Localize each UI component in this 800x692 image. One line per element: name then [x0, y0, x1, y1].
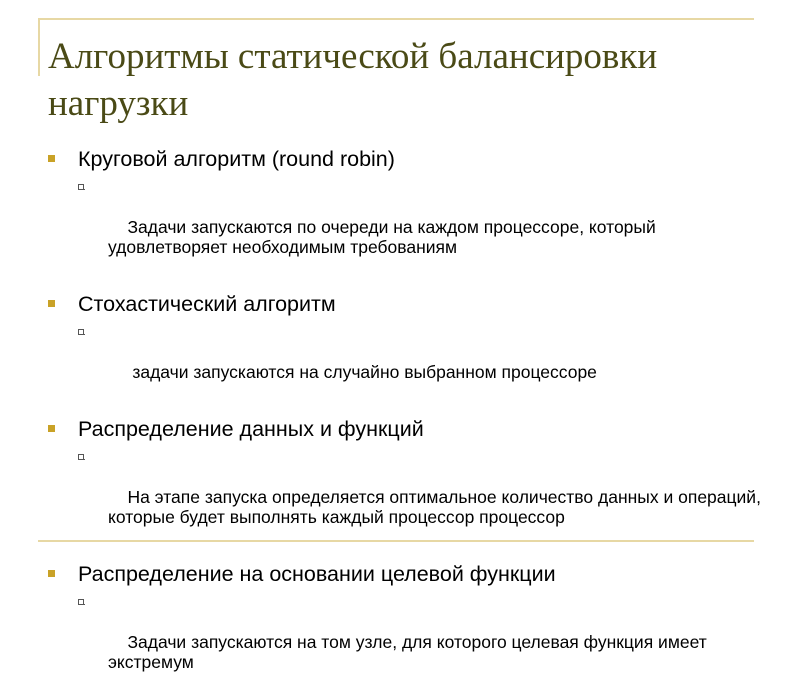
sub-bullet-item [78, 447, 766, 547]
slide-content [48, 146, 766, 692]
sub-bullet-item [78, 592, 763, 692]
square-bullet-icon [48, 425, 55, 432]
bullet-item-stochastic [48, 291, 763, 317]
left-rule [38, 18, 40, 76]
square-bullet-icon [48, 300, 55, 307]
sub-bullet-text: На этапе запуска определяется оптимальное количество данных и операций, которые будет выполнять каждый процессор процессор [108, 487, 766, 527]
bullet-heading: Круговой алгоритм (round robin) [78, 147, 395, 171]
sub-bullet-text: задачи запускаются на случайно выбранном процессоре [127, 362, 597, 382]
sub-bullet-item [78, 322, 763, 402]
sub-bullet-item [78, 177, 763, 277]
sub-bullet-text: Задачи запускаются на том узле, для которого целевая функция имеет экстремум [108, 632, 712, 672]
bullet-heading: Стохастический алгоритм [78, 292, 336, 316]
square-bullet-icon [48, 155, 55, 162]
bullet-heading: Распределение данных и функций [78, 417, 424, 441]
hollow-square-bullet-icon [78, 454, 84, 460]
bullet-item-data-function-distribution [48, 416, 763, 442]
bullet-item-objective-function [48, 561, 763, 587]
bullet-item-round-robin [48, 146, 763, 172]
sub-bullet-text: Задачи запускаются по очереди на каждом процессоре, который удовлетворяет необходимым требованиям [108, 217, 661, 257]
slide-title: Алгоритмы статической балансировки нагрузки [48, 36, 658, 124]
bottom-rule [38, 540, 754, 542]
bullet-heading: Распределение на основании целевой функции [78, 562, 556, 586]
hollow-square-bullet-icon [78, 184, 84, 190]
top-rule [38, 18, 754, 20]
square-bullet-icon [48, 570, 55, 577]
hollow-square-bullet-icon [78, 329, 84, 335]
